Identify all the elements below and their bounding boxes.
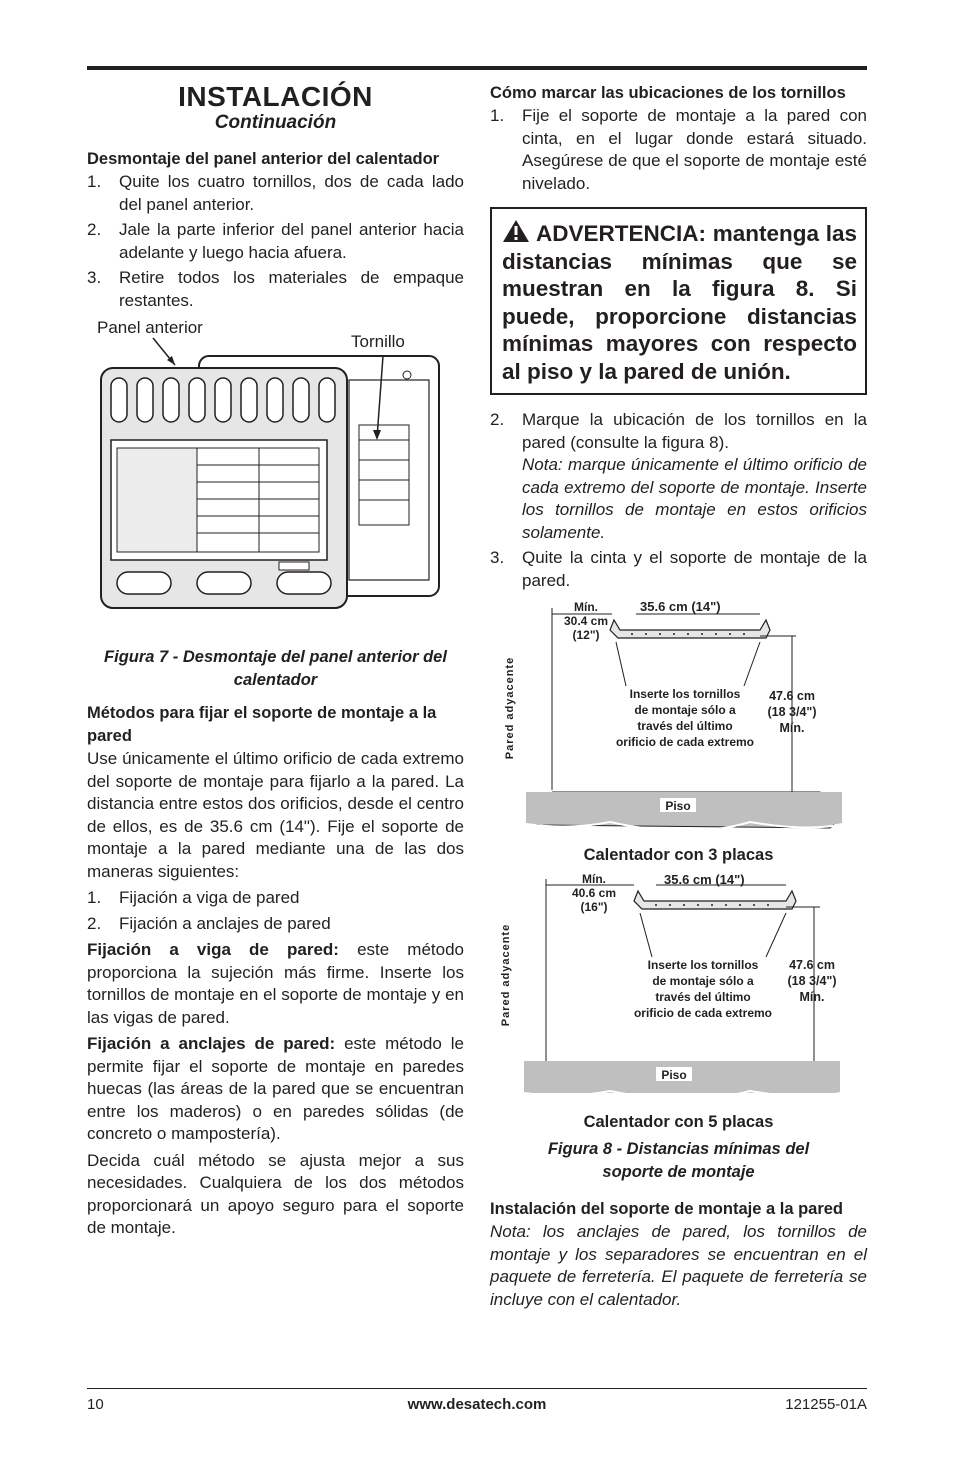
warning-box bbox=[490, 207, 867, 395]
left-column bbox=[87, 80, 464, 1240]
top-rule bbox=[87, 66, 867, 70]
list-item: 2. Jale la parte inferior del panel anterior hacia adelante y luego hacia afuera. bbox=[87, 220, 464, 262]
list-item: 1. Fijación a viga de pared bbox=[87, 888, 300, 907]
anchor-method-paragraph: Fijación a anclajes de pared: este método le permite fijar el soporte de montaje en paredes huecas (las áreas de la pared que se encuentran entre los maderos) o en paredes sólidas (de concreto o mampostería). bbox=[87, 1034, 464, 1143]
diagram-2-label: Calentador con 5 placas bbox=[583, 1113, 774, 1131]
span-label: 35.6 cm (14") bbox=[640, 599, 721, 614]
clearance-diagram-3-plates bbox=[490, 600, 867, 840]
section-heading-install-bracket: Instalación del soporte de montaje a la pared bbox=[490, 1200, 844, 1218]
insert-note: Inserte los tornillos de montaje sólo a través del último orificio de cada extremo bbox=[633, 958, 773, 1020]
warning-icon bbox=[502, 219, 530, 243]
list-item: 3. Retire todos los materiales de empaque restantes. bbox=[87, 268, 464, 310]
diagram-1-label: Calentador con 3 placas bbox=[583, 846, 774, 864]
list-item: 1. Quite los cuatro tornillos, dos de cada lado del panel anterior. bbox=[87, 172, 464, 214]
section-heading-mark-screws: Cómo marcar las ubicaciones de los tornillos bbox=[490, 84, 846, 102]
span-label: 35.6 cm (14") bbox=[664, 872, 745, 887]
figure-7 bbox=[87, 320, 464, 640]
document-code: 121255-01A bbox=[785, 1396, 867, 1413]
floor-label: Piso bbox=[661, 1068, 687, 1082]
wall-label: Pared adyacente bbox=[504, 656, 516, 760]
height-clearance-label: 47.6 cm (18 3/4") Mín. bbox=[787, 958, 837, 1004]
page-subtitle: Continuación bbox=[214, 112, 337, 133]
mark-steps-a bbox=[490, 105, 867, 195]
list-item: 2. Fijación a anclajes de pared bbox=[87, 913, 331, 933]
screw-label: Tornillo bbox=[351, 332, 405, 351]
list-item: 1. Fije el soporte de montaje a la pared con cinta, en el lugar donde estará situado. Asegúrese de que el soporte de montaje esté nivelado. bbox=[490, 106, 867, 193]
warning-text: ADVERTENCIA: mantenga las distancias mínimas que se muestran en la figura 8. Si puede, proporcione distancias mínimas mayores con respecto al piso y la pared de unión. bbox=[502, 221, 857, 384]
panel-removal-steps bbox=[87, 171, 464, 312]
side-clearance-label: Mín. 30.4 cm (12") bbox=[563, 600, 609, 642]
section-heading-mounting-methods: Métodos para fijar el soporte de montaje a la pared bbox=[87, 704, 437, 745]
mounting-methods-paragraph: Use únicamente el último orificio de cada extremo del soporte de montaje para fijarlo a la pared. La distancia entre estos dos orificios, desde el centro de ellos, es de 35.6 cm (14"). Fije el soporte de montaje a la pared mediante una de las dos maneras siguientes: bbox=[87, 749, 464, 881]
wall-label: Pared adyacente bbox=[500, 923, 512, 1027]
stud-method-paragraph: Fijación a viga de pared: este método proporciona la sujeción más firme. Inserte los tornillos de montaje en el soporte de montaje y en las vigas de pared. bbox=[87, 940, 465, 1027]
footer-url[interactable]: www.desatech.com bbox=[407, 1396, 547, 1413]
height-clearance-label: 47.6 cm (18 3/4") Mín. bbox=[767, 689, 817, 735]
heater-panel-illustration bbox=[87, 320, 464, 640]
clearance-diagram-5-plates bbox=[490, 872, 867, 1105]
decide-paragraph: Decida cuál método se ajusta mejor a sus necesidades. Cualquiera de los dos métodos proporcionará un apoyo seguro para el soporte de montaje. bbox=[87, 1150, 464, 1237]
mark-steps-b bbox=[490, 409, 867, 592]
panel-label: Panel anterior bbox=[97, 318, 203, 337]
right-column bbox=[490, 80, 867, 1311]
list-item: 3. Quite la cinta y el soporte de montaje de la pared. bbox=[490, 548, 867, 590]
mounting-methods-list bbox=[87, 887, 464, 935]
figure-8-caption: Figura 8 - Distancias mínimas del soporte de montaje bbox=[547, 1140, 810, 1181]
section-heading-panel-removal: Desmontaje del panel anterior del calentador bbox=[87, 150, 440, 168]
footer-rule bbox=[87, 1388, 867, 1389]
install-note: Nota: los anclajes de pared, los tornillos de montaje y los separadores se encuentran en el paquete de ferretería. El paquete de ferretería se incluye con el calentador. bbox=[490, 1222, 867, 1309]
page-title: INSTALACIÓN bbox=[178, 81, 373, 112]
side-clearance-label: Mín. 40.6 cm (16") bbox=[571, 872, 617, 914]
list-item: 2. Marque la ubicación de los tornillos en la pared (consulte la figura 8). Nota: marque únicamente el último orificio de cada extremo del soporte de montaje. Inserte los tornillos de montaje en estos orificios solamente. bbox=[490, 409, 867, 544]
insert-note: Inserte los tornillos de montaje sólo a través del último orificio de cada extremo bbox=[615, 687, 755, 749]
mark-step-note: Nota: marque únicamente el último orificio de cada extremo del soporte de montaje. Inserte los tornillos de montaje en estos orificios solamente. bbox=[522, 455, 867, 542]
page-number: 10 bbox=[87, 1396, 104, 1413]
figure-7-caption: Figura 7 - Desmontaje del panel anterior del calentador bbox=[104, 648, 447, 689]
floor-label: Piso bbox=[665, 799, 691, 813]
